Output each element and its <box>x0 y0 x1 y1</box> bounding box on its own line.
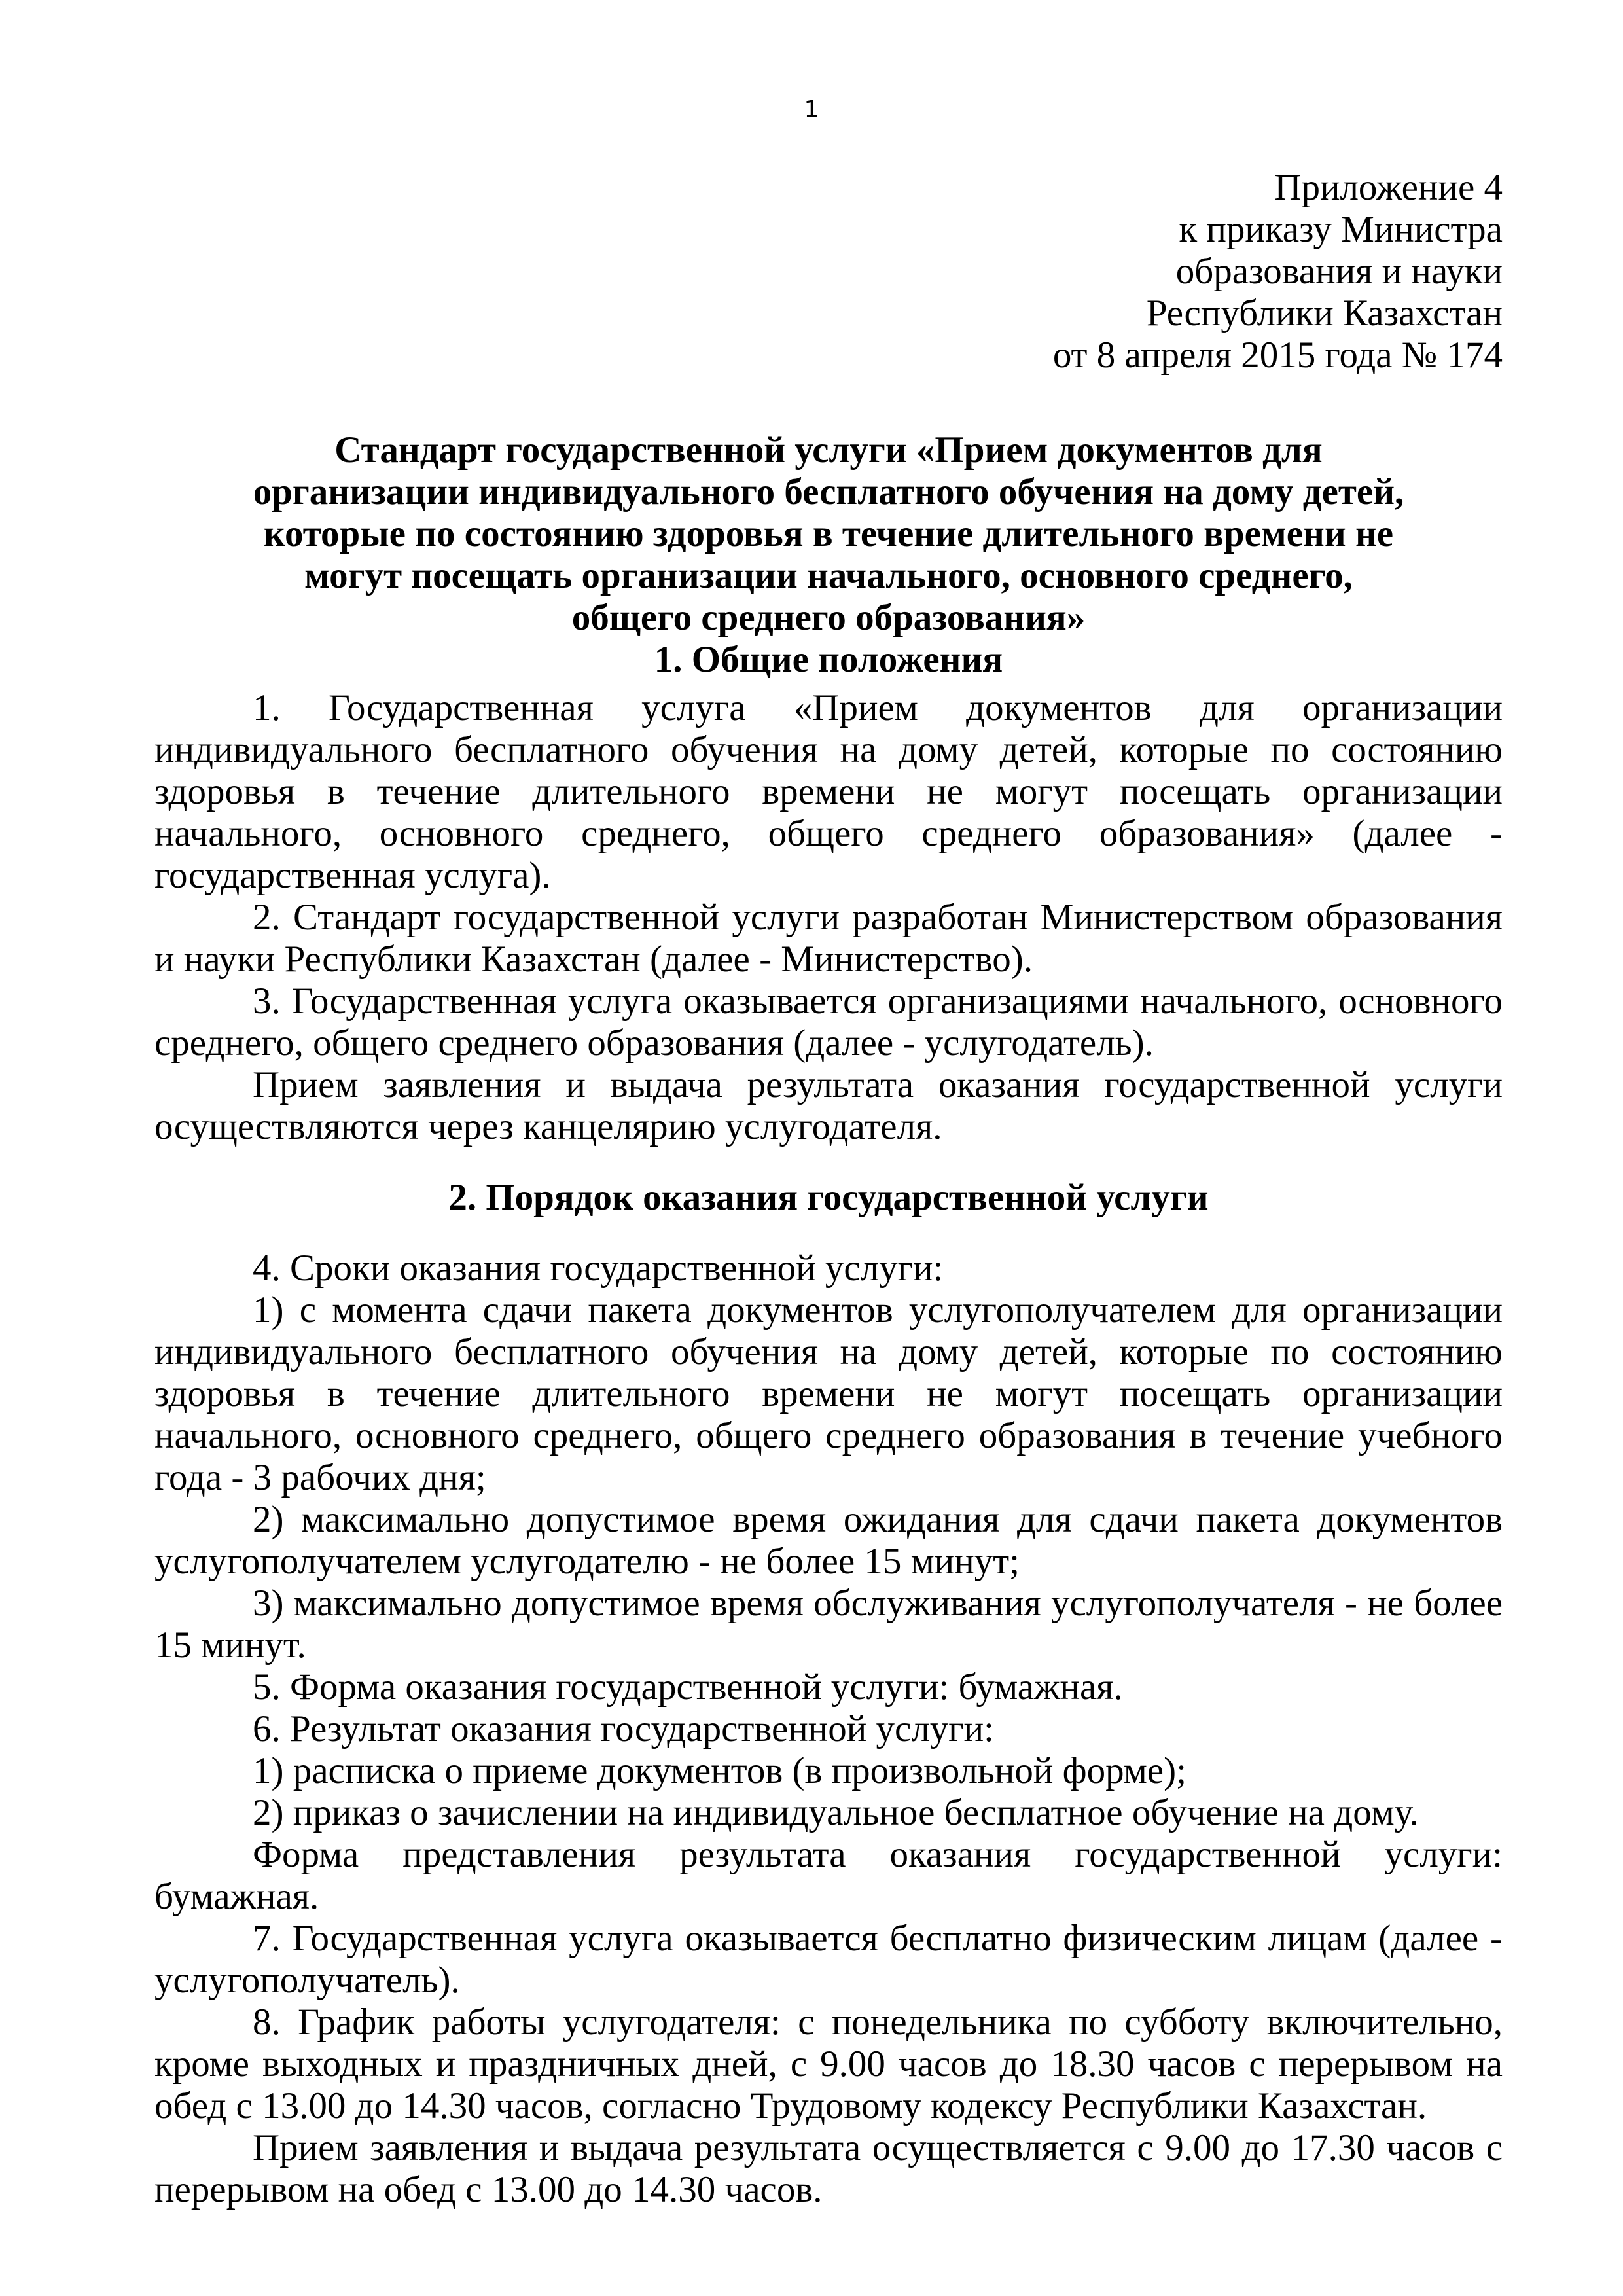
paragraph: 6. Результат оказания государственной услуги: <box>253 1708 994 1749</box>
annex-line: Приложение 4 <box>1274 167 1503 208</box>
paragraph: 1) с момента сдачи пакета документов услугополучателем для организации индивидуального бесплатного обучения на дому детей, которые по состоянию здоровья в течение длительного времени не могут посещать организации начального, основного среднего, общего среднего образования в течение учебного года - 3 рабочих дня; <box>154 1289 1503 1498</box>
title-line: Стандарт государственной услуги «Прием документов для <box>334 429 1323 471</box>
paragraph: 7. Государственная услуга оказывается бесплатно физическим лицам (далее - услугополучатель). <box>154 1918 1503 2001</box>
title-line: организации индивидуального бесплатного обучения на дому детей, <box>253 471 1404 512</box>
paragraph: 3) максимально допустимое время обслуживания услугополучателя - не более 15 минут. <box>154 1583 1503 1666</box>
paragraph: 1. Государственная услуга «Прием документов для организации индивидуального бесплатного обучения на дому детей, которые по состоянию здоровья в течение длительного времени не могут посещать организации начального, основного среднего, общего среднего образования» (далее - государственная услуга). <box>154 687 1503 896</box>
document-body <box>154 429 1503 2211</box>
title-line: которые по состоянию здоровья в течение длительного времени не <box>263 513 1394 554</box>
paragraph: 2) максимально допустимое время ожидания для сдачи пакета документов услугополучателем услугодателю - не более 15 минут; <box>154 1499 1503 1582</box>
paragraph: Прием заявления и выдача результата оказания государственной услуги осуществляются через канцелярию услугодателя. <box>154 1064 1503 1147</box>
annex-reference-block <box>1053 167 1503 376</box>
title-line: могут посещать организации начального, основного среднего, <box>304 555 1353 596</box>
paragraph: Форма представления результата оказания государственной услуги: бумажная. <box>154 1834 1503 1917</box>
paragraph: 8. График работы услугодателя: с понедельника по субботу включительно, кроме выходных и праздничных дней, с 9.00 часов до 18.30 часов с перерывом на обед с 13.00 до 14.30 часов, согласно Трудовому кодексу Республики Казахстан. <box>154 2001 1503 2126</box>
annex-line: к приказу Министра <box>1179 209 1503 250</box>
paragraph: Прием заявления и выдача результата осуществляется с 9.00 до 17.30 часов с перерывом на обед с 13.00 до 14.30 часов. <box>154 2127 1503 2210</box>
document-title <box>154 429 1503 639</box>
annex-line: образования и науки <box>1175 251 1503 292</box>
section-heading-service-procedure: 2. Порядок оказания государственной услуги <box>448 1177 1209 1218</box>
paragraph: 5. Форма оказания государственной услуги: бумажная. <box>253 1666 1123 1708</box>
title-line: общего среднего образования» <box>571 597 1086 638</box>
annex-line: от 8 апреля 2015 года № 174 <box>1052 334 1503 376</box>
page-number: 1 <box>804 96 819 123</box>
section-heading-general-provisions: 1. Общие положения <box>654 639 1003 680</box>
paragraph: 1) расписка о приеме документов (в произвольной форме); <box>253 1750 1186 1791</box>
paragraph: 2. Стандарт государственной услуги разработан Министерством образования и науки Республики Казахстан (далее - Министерство). <box>154 897 1503 980</box>
annex-line: Республики Казахстан <box>1146 293 1503 334</box>
paragraph: 3. Государственная услуга оказывается организациями начального, основного среднего, общего среднего образования (далее - услугодатель). <box>154 980 1503 1064</box>
paragraph: 2) приказ о зачислении на индивидуальное бесплатное обучение на дому. <box>253 1792 1419 1833</box>
paragraph: 4. Сроки оказания государственной услуги: <box>253 1247 944 1289</box>
